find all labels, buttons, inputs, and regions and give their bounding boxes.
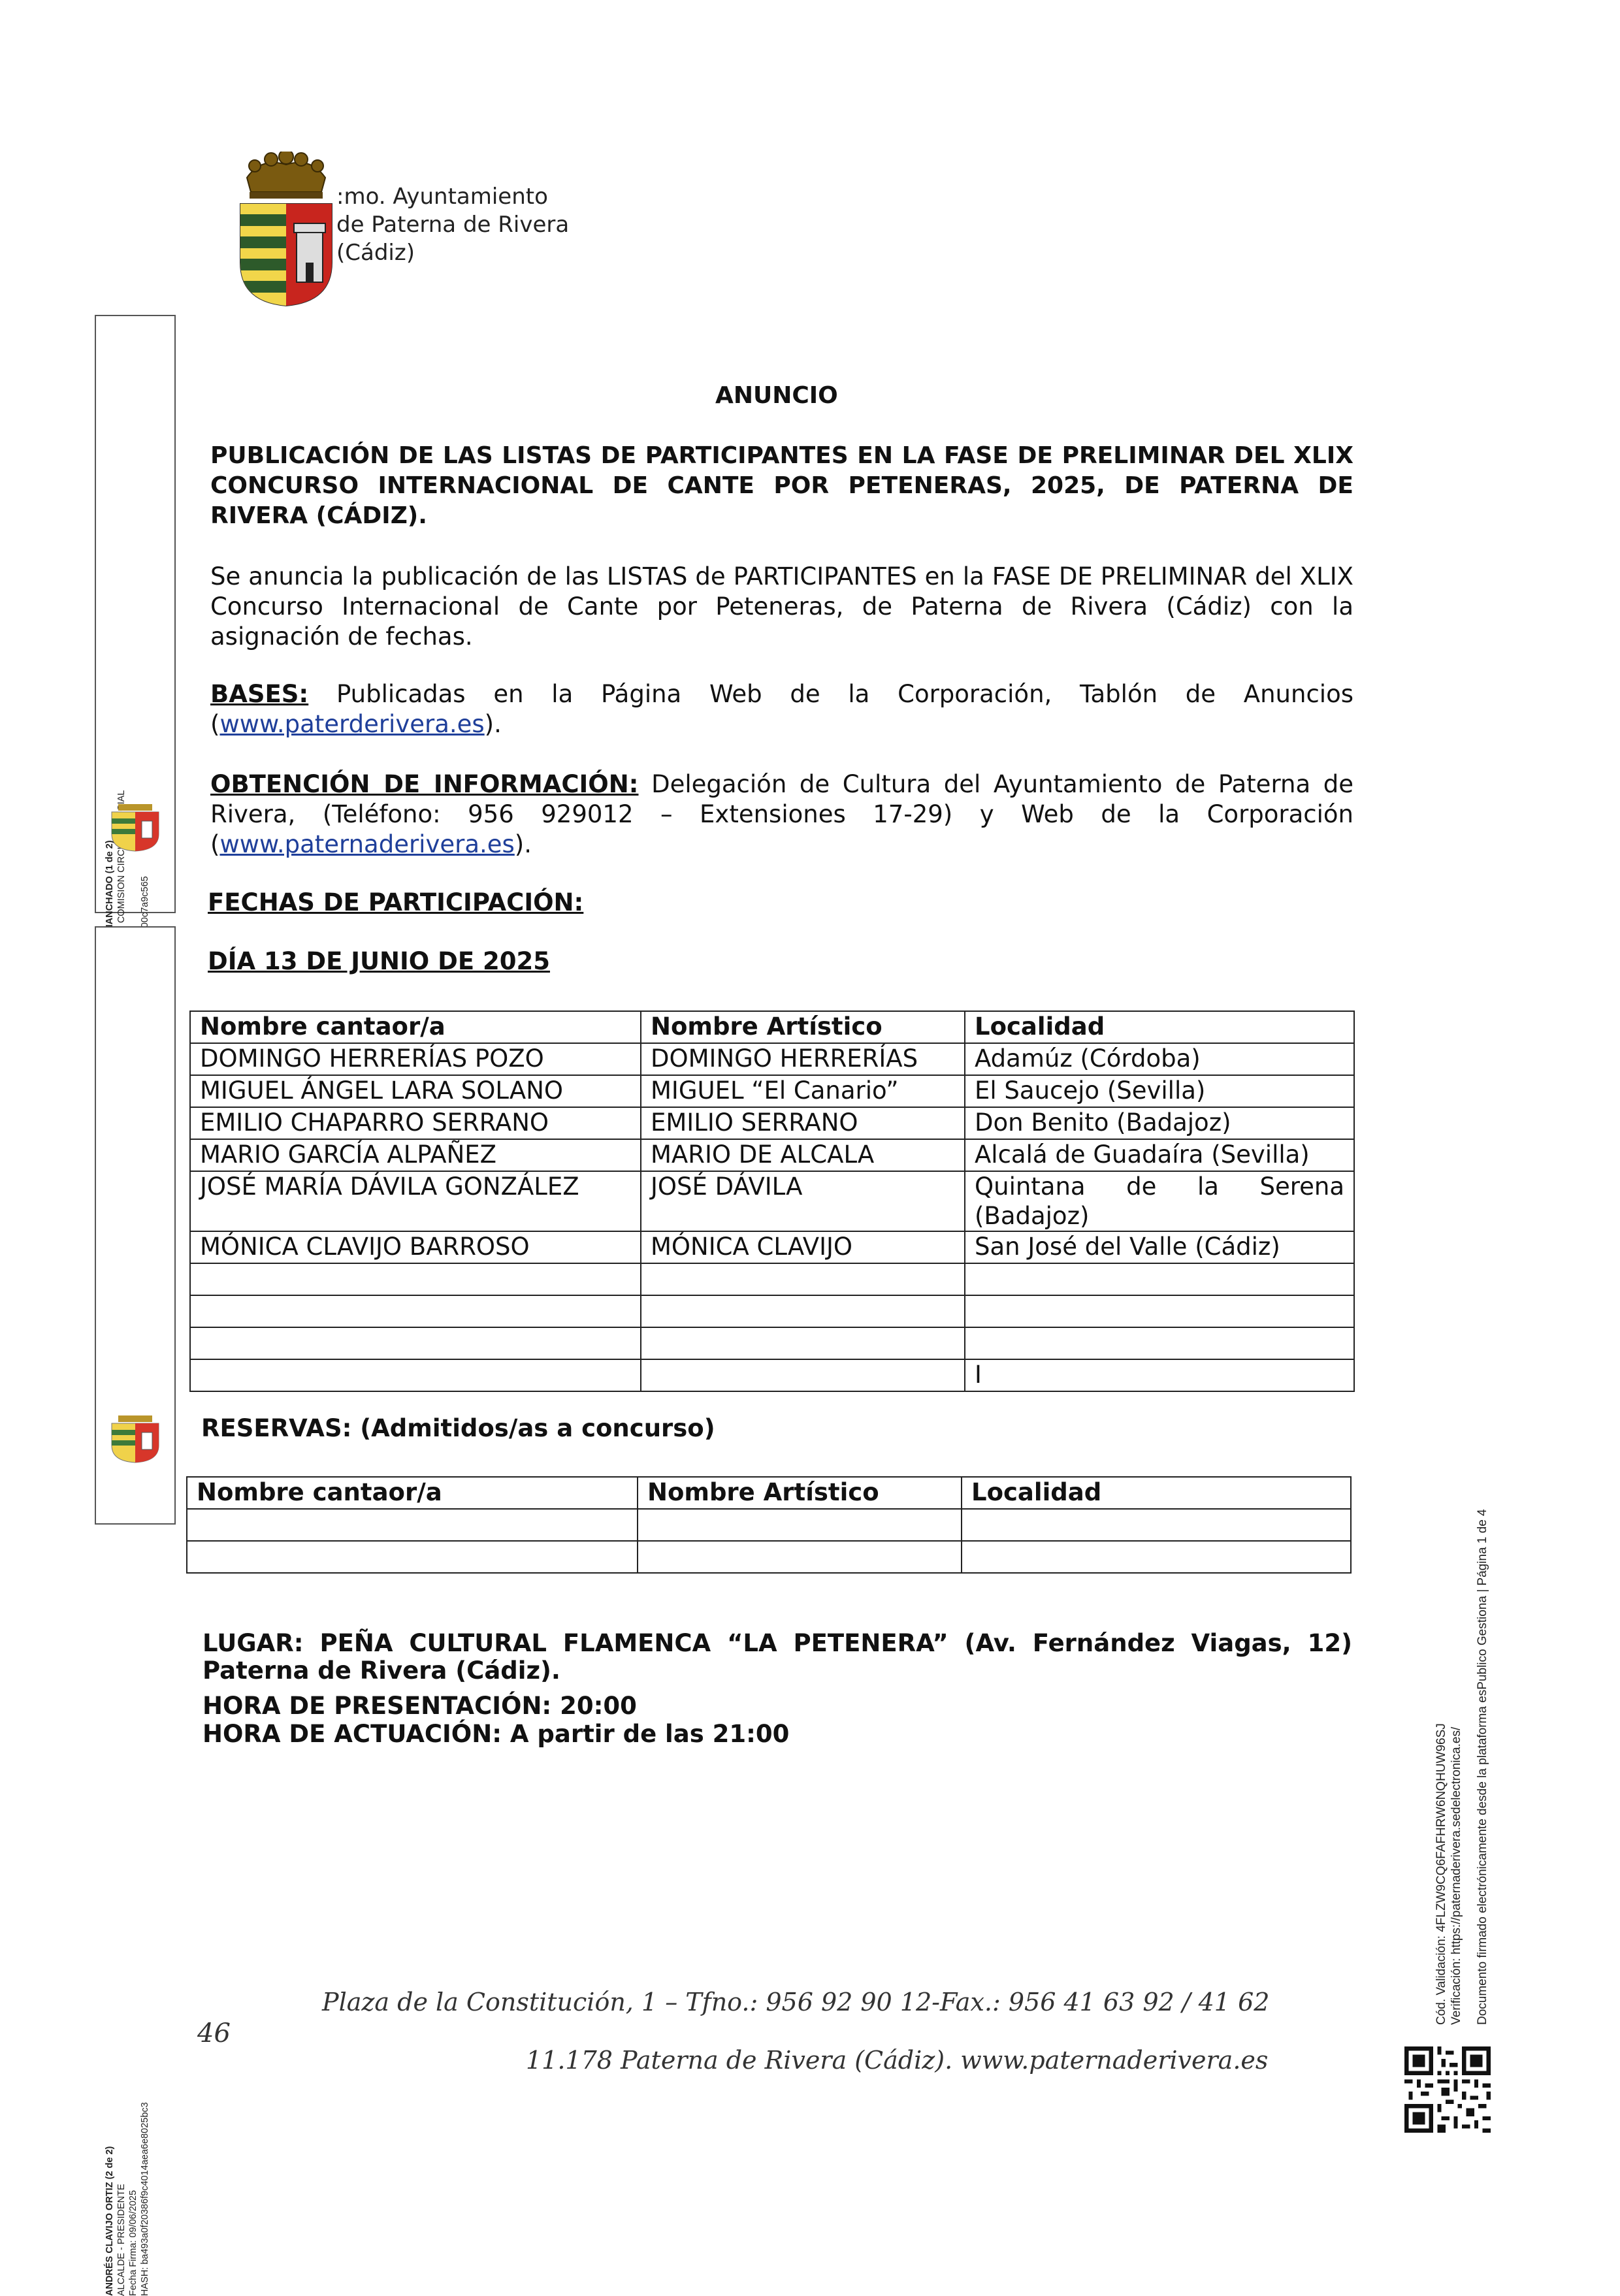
validation-code: Cód. Validación: 4FLZW9CQ6FAFHRW6NQHUW96SJ <box>1434 1723 1448 2025</box>
municipality-line-3: (Cádiz) <box>336 240 415 266</box>
announcement-title: ANUNCIO <box>715 382 838 409</box>
table-cell: MIGUEL ÁNGEL LARA SOLANO <box>190 1075 641 1107</box>
table-cell <box>641 1295 965 1327</box>
performance-time: HORA DE ACTUACIÓN: A partir de las 21:00 <box>202 1720 790 1748</box>
info-text-end: ). <box>514 830 532 858</box>
table-cell: JOSÉ DÁVILA <box>641 1171 965 1231</box>
table-cell: EMILIO CHAPARRO SERRANO <box>190 1107 641 1139</box>
table-row <box>190 1139 1354 1171</box>
intro-paragraph: Se anuncia la publicación de las LISTAS de PARTICIPANTES en la FASE DE PRELIMINAR del XLIX Concurso Internacional de Cante por Peteneras, de Paterna de Rivera (Cádiz) con la asignación de fechas. <box>210 562 1353 651</box>
table-cell: DOMINGO HERRERÍAS POZO <box>190 1043 641 1075</box>
table-cell <box>187 1541 638 1573</box>
table-cell <box>638 1541 962 1573</box>
table-cell: I <box>965 1359 1354 1391</box>
participants-table <box>189 1011 1355 1392</box>
page-number: 46 <box>197 2018 231 2048</box>
venue-text: LUGAR: PEÑA CULTURAL FLAMENCA “LA PETENERA” (Av. Fernández Viagas, 12) Paterna de Rivera (Cádiz). <box>202 1629 1352 1685</box>
table-cell <box>641 1359 965 1391</box>
signature-2-crest-icon <box>105 1414 165 1463</box>
table-row <box>190 1327 1354 1359</box>
table-cell: MARIO GARCÍA ALPAÑEZ <box>190 1139 641 1171</box>
signer-2-date: Fecha Firma: 09/06/2025 <box>128 2190 138 2296</box>
bases-text: Publicadas en la Página Web de la Corporación, Tablón de Anuncios ( <box>210 680 1353 738</box>
table-cell: EMILIO SERRANO <box>641 1107 965 1139</box>
municipality-name <box>336 183 569 267</box>
table-cell <box>190 1263 641 1295</box>
bases-label: BASES: <box>210 680 309 708</box>
table-row <box>187 1509 1351 1541</box>
table-cell <box>962 1509 1351 1541</box>
header-cell: Nombre cantaor/a <box>187 1477 638 1509</box>
date-heading: DÍA 13 DE JUNIO DE 2025 <box>208 947 550 975</box>
table-cell <box>638 1509 962 1541</box>
locality-line-1: Quintana de la Serena <box>975 1172 1344 1201</box>
table-header-row <box>187 1477 1351 1509</box>
table-row <box>190 1295 1354 1327</box>
signer-2-hash: HASH: ba493a0f20386f9c4014aea6e8025bc3 <box>140 2102 150 2296</box>
table-cell <box>190 1359 641 1391</box>
signer-2-name: ANDRÉS CLAVIJO ORTIZ (2 de 2) <box>105 2146 115 2296</box>
table-cell: Alcalá de Guadaíra (Sevilla) <box>965 1139 1354 1171</box>
table-row <box>190 1171 1354 1231</box>
platform-text: Documento firmado electrónicamente desde la plataforma esPublico Gestiona | Página 1 de 4 <box>1476 1509 1489 2025</box>
table-cell <box>641 1327 965 1359</box>
table-cell <box>965 1295 1354 1327</box>
table-row <box>190 1231 1354 1263</box>
verification-url: Verificación: https://paternaderivera.sedelectronica.es/ <box>1450 1726 1463 2025</box>
table-cell <box>965 1263 1354 1295</box>
table-cell: Adamúz (Córdoba) <box>965 1043 1354 1075</box>
table-row <box>187 1541 1351 1573</box>
table-cell: MARIO DE ALCALA <box>641 1139 965 1171</box>
table-row <box>190 1043 1354 1075</box>
table-row <box>190 1107 1354 1139</box>
locality-line-2: (Badajoz) <box>975 1202 1090 1230</box>
table-cell <box>190 1295 641 1327</box>
table-row <box>190 1359 1354 1391</box>
bases-text-end: ). <box>484 710 502 738</box>
header-cell: Localidad <box>965 1011 1354 1043</box>
table-header-row <box>190 1011 1354 1043</box>
reservas-heading: RESERVAS: (Admitidos/as a concurso) <box>201 1414 715 1442</box>
info-text: Delegación de Cultura del Ayuntamiento de Paterna de Rivera, (Teléfono: 956 929012 – Extensiones 17-29) y Web de la Corporación ( <box>210 770 1353 858</box>
municipality-line-1: :mo. Ayuntamiento <box>336 184 548 210</box>
header-cell: Localidad <box>962 1477 1351 1509</box>
table-cell: MÓNICA CLAVIJO BARROSO <box>190 1231 641 1263</box>
footer-city-web: 11.178 Paterna de Rivera (Cádiz). www.paternaderivera.es <box>526 2046 1269 2075</box>
table-cell: DOMINGO HERRERÍAS <box>641 1043 965 1075</box>
bases-link[interactable]: www.paterderivera.es <box>219 710 485 738</box>
table-cell: JOSÉ MARÍA DÁVILA GONZÁLEZ <box>190 1171 641 1231</box>
footer-address: Plaza de la Constitución, 1 – Tfno.: 956 92 90 12-Fax.: 956 41 63 92 / 41 62 <box>322 1988 1270 2016</box>
presentation-time: HORA DE PRESENTACIÓN: 20:00 <box>202 1692 637 1720</box>
reservas-table <box>186 1476 1352 1574</box>
announcement-heading: PUBLICACIÓN DE LAS LISTAS DE PARTICIPANTES EN LA FASE DE PRELIMINAR DEL XLIX CONCURSO INTERNACIONAL DE CANTE POR PETENERAS, 2025, DE PATERNA DE RIVERA (CÁDIZ). <box>210 442 1353 529</box>
table-cell: El Saucejo (Sevilla) <box>965 1075 1354 1107</box>
table-cell <box>641 1263 965 1295</box>
info-paragraph <box>210 769 1353 860</box>
table-cell: Don Benito (Badajoz) <box>965 1107 1354 1139</box>
header-cell: Nombre Artístico <box>641 1011 965 1043</box>
bases-paragraph <box>210 679 1353 739</box>
table-cell: MIGUEL “El Canario” <box>641 1075 965 1107</box>
fechas-heading: FECHAS DE PARTICIPACIÓN: <box>208 888 584 916</box>
table-cell <box>965 1327 1354 1359</box>
municipal-crest-logo <box>235 152 336 308</box>
table-row <box>190 1075 1354 1107</box>
signature-2-text <box>104 2102 151 2296</box>
info-link[interactable]: www.paternaderivera.es <box>219 830 515 858</box>
signer-2-role: ALCALDE - PRESIDENTE <box>116 2184 127 2296</box>
municipality-line-2: de Paterna de Rivera <box>336 212 570 238</box>
signature-1-crest-icon <box>105 803 165 852</box>
qr-code-icon[interactable] <box>1404 2046 1491 2133</box>
table-cell <box>965 1171 1354 1231</box>
signature-box-2 <box>95 926 176 2296</box>
table-cell <box>962 1541 1351 1573</box>
table-cell <box>190 1327 641 1359</box>
header-cell: Nombre Artístico <box>638 1477 962 1509</box>
verification-text <box>1434 1723 1464 2025</box>
signature-box-1 <box>95 315 176 913</box>
header-cell: Nombre cantaor/a <box>190 1011 641 1043</box>
table-row <box>190 1263 1354 1295</box>
table-cell <box>187 1509 638 1541</box>
table-cell: San José del Valle (Cádiz) <box>965 1231 1354 1263</box>
info-label: OBTENCIÓN DE INFORMACIÓN: <box>210 770 639 798</box>
table-cell: MÓNICA CLAVIJO <box>641 1231 965 1263</box>
